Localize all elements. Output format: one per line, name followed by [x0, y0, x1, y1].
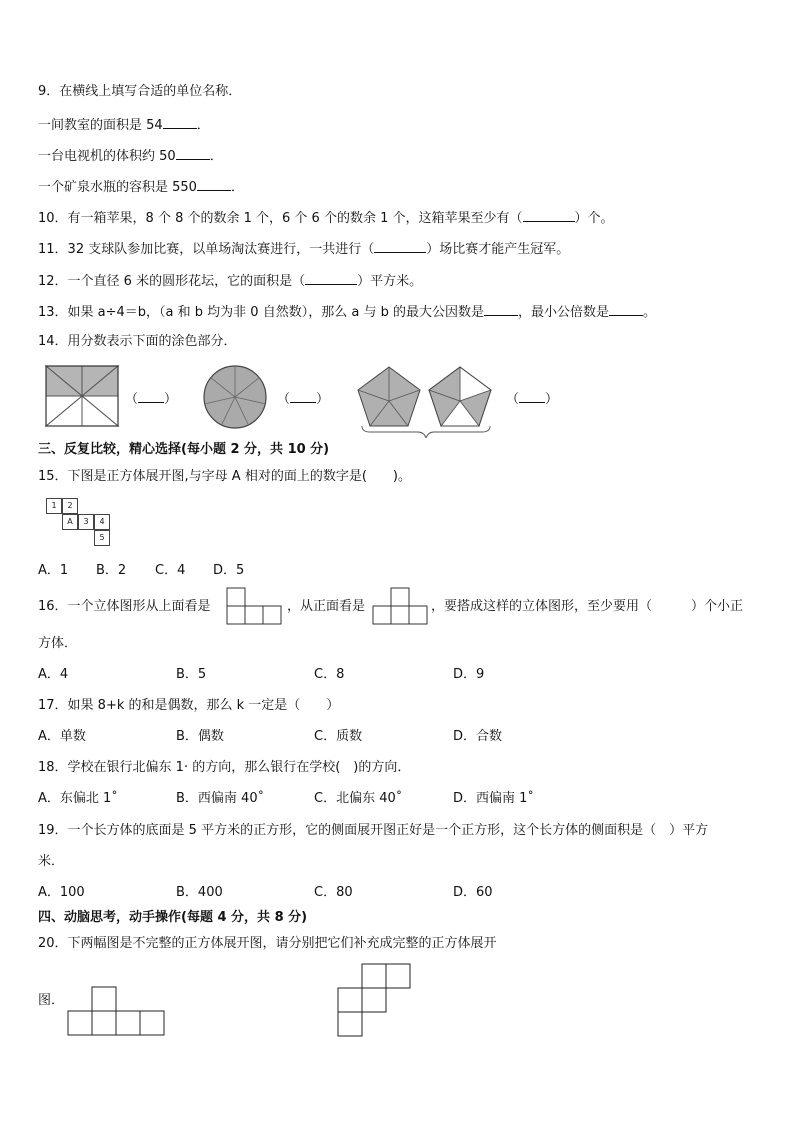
q18-option-b[interactable]: B．西偏南 40˚ — [176, 791, 265, 806]
q9-line2 — [38, 147, 223, 165]
q17-option-d[interactable]: D．合数 — [453, 729, 503, 744]
net-cell: A — [62, 514, 78, 530]
net-cell: 3 — [78, 514, 94, 530]
shaded-pentagon-1 — [358, 367, 420, 426]
q11-end: ）场比赛才能产生冠军。 — [426, 242, 570, 257]
q18-option-a[interactable]: A．东偏北 1˚ — [38, 791, 118, 806]
q16-text-3: ，要搭成这样的立体图形，至少要用（ ）个小正 — [431, 599, 744, 614]
q15-option-c[interactable]: C．4 — [155, 563, 186, 578]
q13-text-3: 。 — [642, 305, 656, 320]
q14-prompt: 14．用分数表示下面的涂色部分． — [38, 334, 237, 349]
q12-text: 12．一个直径 6 米的圆形花坛，它的面积是（ — [38, 274, 306, 289]
answer-blank[interactable] — [305, 272, 357, 285]
answer-blank[interactable] — [176, 147, 210, 160]
q14-answer-2[interactable] — [277, 390, 329, 408]
answer-blank[interactable] — [609, 303, 643, 316]
q9-line3 — [38, 178, 244, 196]
net-cell: 4 — [94, 514, 110, 530]
answer-blank[interactable] — [484, 303, 518, 316]
q12-line — [38, 272, 422, 290]
q19-option-a[interactable]: A．100 — [38, 885, 85, 900]
q16-front-view — [372, 586, 430, 626]
q15-prompt: 15．下图是正方体展开图,与字母 A 相对的面上的数字是( )。 — [38, 469, 411, 484]
q19-line-1: 19．一个长方体的底面是 5 平方米的正方形，它的侧面展开图正好是一个正方形，这个长方体的侧面积是（ ）平方 — [38, 823, 709, 838]
q11-text: 11．32 支球队参加比赛，以单场淘汰赛进行，一共进行（ — [38, 242, 375, 257]
q16-option-b[interactable]: B．5 — [176, 667, 207, 682]
answer-blank[interactable] — [138, 390, 164, 403]
brace — [362, 426, 490, 438]
q19-option-c[interactable]: C．80 — [314, 885, 353, 900]
q16-top-view — [226, 586, 284, 626]
q14-answer-3[interactable] — [506, 390, 558, 408]
paren-close: ） — [316, 392, 330, 407]
section-3-heading: 三、反复比较，精心选择(每小题 2 分，共 10 分) — [38, 442, 330, 457]
q17-option-b[interactable]: B．偶数 — [176, 729, 224, 744]
q15-option-d[interactable]: D．5 — [213, 563, 245, 578]
q17-option-a[interactable]: A．单数 — [38, 729, 86, 744]
q20-net-left — [66, 985, 168, 1037]
q16-text-1: 16．一个立体图形从上面看是 — [38, 599, 211, 614]
q13-text-1: 13．如果 a÷4＝b，（a 和 b 均为非 0 自然数），那么 a 与 b 的最大公因数是 — [38, 305, 484, 320]
shaded-square-figure — [46, 366, 118, 426]
q9-line1-end: ． — [196, 118, 210, 133]
q13-line — [38, 303, 656, 321]
q12-end: ）平方米。 — [357, 274, 423, 289]
net-cell: 5 — [94, 530, 110, 546]
answer-blank[interactable] — [290, 390, 316, 403]
shaded-pentagon-2 — [429, 367, 491, 426]
q13-text-2: ，最小公倍数是 — [517, 305, 609, 320]
q9-line2-end: ． — [209, 149, 223, 164]
q18-option-c[interactable]: C．北偏东 40˚ — [314, 791, 403, 806]
q16-option-c[interactable]: C．8 — [314, 667, 345, 682]
section-4-heading: 四、动脑思考，动手操作(每题 4 分，共 8 分) — [38, 910, 308, 925]
q16-option-d[interactable]: D．9 — [453, 667, 485, 682]
q19-option-b[interactable]: B．400 — [176, 885, 223, 900]
q17-prompt: 17．如果 8+k 的和是偶数，那么 k 一定是（ ） — [38, 698, 340, 713]
answer-blank[interactable] — [197, 178, 231, 191]
q11-line — [38, 240, 569, 258]
q15-cube-net — [46, 498, 116, 550]
q9-line2-text: 一台电视机的体积约 50 — [38, 149, 176, 164]
q16-text-4: 方体． — [38, 636, 78, 651]
q9-line3-end: ． — [230, 180, 244, 195]
q20-line-2: 图． — [38, 993, 65, 1008]
answer-blank[interactable] — [523, 209, 575, 222]
q9-prompt: 9．在横线上填写合适的单位名称． — [38, 84, 242, 99]
q19-line-2: 米． — [38, 854, 65, 869]
paren-open: （ — [506, 392, 520, 407]
q20-line-1: 20．下两幅图是不完整的正方体展开图，请分别把它们补充成完整的正方体展开 — [38, 936, 497, 951]
q9-line3-text: 一个矿泉水瓶的容积是 550 — [38, 180, 197, 195]
q19-option-d[interactable]: D．60 — [453, 885, 493, 900]
paren-open: （ — [277, 392, 291, 407]
paren-close: ） — [164, 392, 178, 407]
net-cell: 1 — [46, 498, 62, 514]
q18-prompt: 18．学校在银行北偏东 1· 的方向，那么银行在学校( )的方向． — [38, 760, 411, 775]
q16-text-2: ，从正面看是 — [287, 599, 366, 614]
q10-end: ）个。 — [574, 211, 614, 226]
q10-line — [38, 209, 614, 227]
q9-line1-text: 一间教室的面积是 54 — [38, 118, 163, 133]
q18-option-d[interactable]: D．西偏南 1˚ — [453, 791, 534, 806]
answer-blank[interactable] — [163, 116, 197, 129]
paren-close: ） — [545, 392, 559, 407]
paren-open: （ — [125, 392, 139, 407]
q20-net-right — [336, 962, 412, 1040]
q9-line1 — [38, 116, 210, 134]
q14-answer-1[interactable] — [125, 390, 177, 408]
q17-option-c[interactable]: C．质数 — [314, 729, 363, 744]
q15-option-b[interactable]: B．2 — [96, 563, 127, 578]
shaded-circle-figure — [204, 366, 266, 428]
q16-option-a[interactable]: A．4 — [38, 667, 69, 682]
answer-blank[interactable] — [519, 390, 545, 403]
q15-option-a[interactable]: A．1 — [38, 563, 69, 578]
answer-blank[interactable] — [374, 240, 426, 253]
q10-text: 10．有一箱苹果，8 个 8 个的数余 1 个，6 个 6 个的数余 1 个，这箱苹果至少有（ — [38, 211, 523, 226]
net-cell: 2 — [62, 498, 78, 514]
